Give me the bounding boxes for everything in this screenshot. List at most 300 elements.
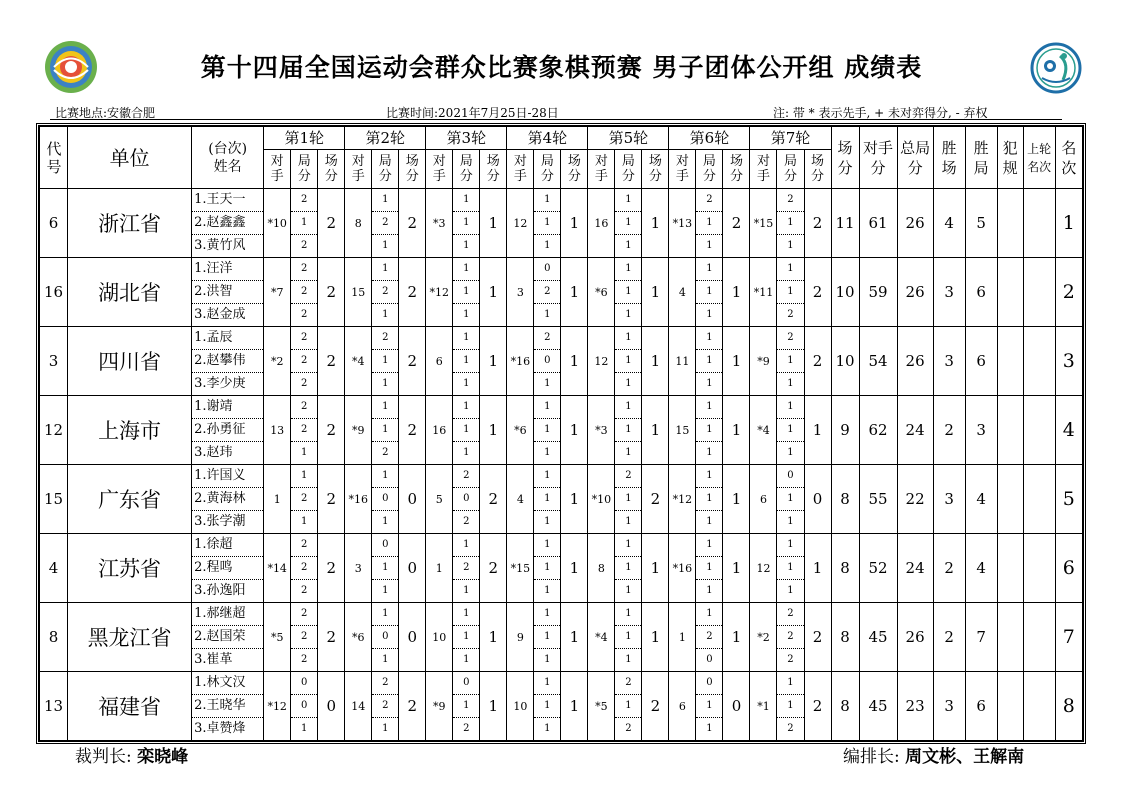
game-score: 1 (382, 516, 389, 527)
game-score: 1 (372, 350, 398, 373)
game-score: 1 (453, 603, 479, 626)
opponent-score: 45 (859, 603, 897, 672)
round-opponent: 15 (345, 258, 372, 327)
opponent-score: 59 (859, 258, 897, 327)
round-opponent: 5 (426, 465, 453, 534)
sub-games-header-text: 局分 (783, 154, 797, 184)
round-opponent: *9 (345, 396, 372, 465)
sub-games-header-text: 局分 (378, 154, 392, 184)
sub-match-header (804, 150, 831, 189)
game-score: 1 (534, 626, 560, 649)
round-game-scores (534, 258, 561, 327)
game-score: 2 (291, 281, 317, 304)
team-row (40, 672, 1083, 741)
round-game-scores (696, 603, 723, 672)
results-table-frame (36, 123, 1086, 744)
game-score: 1 (615, 350, 641, 373)
game-score: 1 (453, 189, 479, 212)
team-unit: 黑龙江省 (68, 603, 192, 672)
round-match-points: 1 (561, 465, 588, 534)
chief-name: 栾晓峰 (137, 747, 189, 767)
game-score: 1 (453, 327, 479, 350)
round-match-points: 1 (642, 534, 669, 603)
round-game-scores (696, 534, 723, 603)
game-score: 1 (696, 419, 722, 442)
game-score: 1 (625, 585, 632, 596)
game-score: 1 (453, 212, 479, 235)
round-match-points: 1 (561, 534, 588, 603)
round-game-scores (615, 396, 642, 465)
round-game-scores (696, 396, 723, 465)
wins-games: 3 (965, 396, 997, 465)
game-score: 2 (291, 258, 317, 281)
round-match-points: 1 (480, 189, 507, 258)
round-match-points: 1 (561, 189, 588, 258)
game-score: 2 (301, 309, 308, 320)
game-score: 2 (696, 189, 722, 212)
player-name: 3.崔革 (194, 652, 233, 667)
legend-note: 注: 带 * 表示先手, + 未对弈得分, - 弃权 (773, 106, 988, 120)
game-score: 1 (534, 419, 560, 442)
round-game-scores (615, 327, 642, 396)
player-name: 2.洪智 (192, 281, 263, 304)
game-score: 2 (372, 281, 398, 304)
team-row (40, 603, 1083, 672)
game-score: 1 (382, 585, 389, 596)
game-score: 1 (696, 534, 722, 557)
game-score: 1 (291, 212, 317, 235)
game-score: 1 (625, 378, 632, 389)
game-score: 1 (453, 396, 479, 419)
game-score: 0 (534, 258, 560, 281)
total-game-points: 22 (897, 465, 933, 534)
sub-opp-header (264, 150, 291, 189)
round-match-points: 1 (723, 603, 750, 672)
round-opponent: 3 (507, 258, 534, 327)
game-score: 1 (696, 396, 722, 419)
sub-match-header-text: 场分 (567, 154, 581, 184)
game-score: 1 (291, 465, 317, 488)
col-opp-score-header: 对手分 (859, 127, 897, 189)
game-score: 1 (625, 654, 632, 665)
player-name: 3.黄竹风 (194, 238, 246, 253)
total-match-points: 8 (831, 534, 859, 603)
sub-opp-header-text: 对手 (756, 154, 770, 184)
round-opponent: *16 (507, 327, 534, 396)
game-score: 1 (787, 378, 794, 389)
player-name: 1.王天一 (192, 189, 263, 212)
round-match-points: 2 (318, 189, 345, 258)
sub-games-header (453, 150, 480, 189)
fouls (997, 672, 1023, 741)
wins-games: 6 (965, 327, 997, 396)
total-game-points: 24 (897, 534, 933, 603)
wins-games: 4 (965, 534, 997, 603)
sub-games-header-text: 局分 (702, 154, 716, 184)
round-match-points: 2 (399, 189, 426, 258)
fouls (997, 327, 1023, 396)
player-name: 1.郝继超 (192, 603, 263, 626)
game-score: 1 (534, 396, 560, 419)
total-match-points: 10 (831, 327, 859, 396)
game-score: 1 (544, 240, 551, 251)
game-score: 1 (625, 516, 632, 527)
round-match-points: 0 (318, 672, 345, 741)
sub-match-header (723, 150, 750, 189)
opponent-score: 54 (859, 327, 897, 396)
team-row (40, 534, 1083, 603)
game-score: 2 (534, 281, 560, 304)
round-opponent: *11 (750, 258, 777, 327)
game-score: 2 (777, 626, 803, 649)
game-score: 2 (291, 189, 317, 212)
game-score: 1 (777, 281, 803, 304)
sub-games-header-text: 局分 (297, 154, 311, 184)
total-game-points: 26 (897, 258, 933, 327)
game-score: 2 (463, 723, 470, 734)
round-match-points: 2 (804, 258, 831, 327)
total-game-points: 26 (897, 189, 933, 258)
round-game-scores (696, 672, 723, 741)
final-rank: 1 (1055, 189, 1082, 258)
sub-match-header-text: 场分 (810, 154, 824, 184)
round-opponent: *4 (345, 327, 372, 396)
previous-rank (1023, 603, 1055, 672)
game-score: 1 (534, 557, 560, 580)
round-opponent: *10 (264, 189, 291, 258)
round-match-points: 0 (804, 465, 831, 534)
team-players (192, 327, 264, 396)
fouls (997, 396, 1023, 465)
round-opponent: *1 (750, 672, 777, 741)
player-name: 2.程鸣 (192, 557, 263, 580)
team-unit: 上海市 (68, 396, 192, 465)
round-opponent: 4 (507, 465, 534, 534)
round-match-points: 1 (723, 534, 750, 603)
round-game-scores (615, 465, 642, 534)
team-code: 12 (40, 396, 68, 465)
round-game-scores (696, 465, 723, 534)
round-opponent: *5 (588, 672, 615, 741)
round-match-points: 0 (399, 603, 426, 672)
round-header: 第1轮 (264, 127, 345, 150)
round-game-scores (453, 534, 480, 603)
col-code-header: 代号 (40, 127, 68, 189)
game-score: 1 (453, 350, 479, 373)
team-code: 15 (40, 465, 68, 534)
sub-opp-header-text: 对手 (351, 154, 365, 184)
round-match-points: 0 (723, 672, 750, 741)
game-score: 1 (382, 240, 389, 251)
round-match-points: 1 (804, 396, 831, 465)
round-match-points: 1 (561, 672, 588, 741)
sub-games-header-text: 局分 (621, 154, 635, 184)
game-score: 2 (787, 309, 794, 320)
game-score: 1 (787, 240, 794, 251)
team-unit: 江苏省 (68, 534, 192, 603)
round-game-scores (453, 189, 480, 258)
round-match-points: 1 (480, 327, 507, 396)
team-players (192, 672, 264, 741)
game-score: 0 (372, 534, 398, 557)
round-match-points: 2 (804, 189, 831, 258)
previous-rank (1023, 189, 1055, 258)
game-score: 1 (777, 350, 803, 373)
round-match-points: 1 (480, 258, 507, 327)
round-opponent: 1 (669, 603, 696, 672)
round-opponent: *14 (264, 534, 291, 603)
game-score: 1 (534, 212, 560, 235)
round-opponent: 3 (345, 534, 372, 603)
round-opponent: 6 (669, 672, 696, 741)
round-game-scores (291, 189, 318, 258)
game-score: 1 (706, 585, 713, 596)
round-opponent: *6 (507, 396, 534, 465)
round-match-points: 1 (480, 672, 507, 741)
player-name: 2.孙勇征 (192, 419, 263, 442)
scheduler-label: 编排长: (843, 747, 900, 767)
game-score: 0 (534, 350, 560, 373)
sub-match-header-text: 场分 (486, 154, 500, 184)
team-unit: 福建省 (68, 672, 192, 741)
game-score: 0 (777, 465, 803, 488)
round-match-points: 2 (318, 465, 345, 534)
game-score: 1 (696, 258, 722, 281)
sub-match-header-text: 场分 (729, 154, 743, 184)
round-game-scores (291, 396, 318, 465)
player-name: 3.张学潮 (194, 514, 246, 529)
results-body (40, 189, 1083, 741)
round-opponent: 8 (345, 189, 372, 258)
game-score: 2 (291, 626, 317, 649)
round-match-points: 0 (399, 534, 426, 603)
sub-opp-header-text: 对手 (270, 154, 284, 184)
round-game-scores (615, 672, 642, 741)
total-game-points: 23 (897, 672, 933, 741)
team-row (40, 465, 1083, 534)
round-match-points: 2 (804, 603, 831, 672)
round-opponent: *12 (264, 672, 291, 741)
total-match-points: 8 (831, 603, 859, 672)
sub-games-header (291, 150, 318, 189)
game-score: 1 (696, 212, 722, 235)
game-score: 2 (463, 516, 470, 527)
game-score: 1 (453, 534, 479, 557)
game-score: 1 (463, 447, 470, 458)
game-score: 1 (463, 240, 470, 251)
sub-opp-header (669, 150, 696, 189)
game-score: 1 (382, 654, 389, 665)
fouls (997, 258, 1023, 327)
team-players (192, 396, 264, 465)
game-score: 1 (534, 189, 560, 212)
game-score: 1 (372, 557, 398, 580)
wins-games: 6 (965, 672, 997, 741)
round-match-points: 2 (318, 327, 345, 396)
game-score: 1 (453, 258, 479, 281)
final-rank: 7 (1055, 603, 1082, 672)
sub-games-header-text: 局分 (459, 154, 473, 184)
wins-matches: 3 (933, 672, 965, 741)
round-opponent: *3 (588, 396, 615, 465)
round-match-points: 1 (642, 327, 669, 396)
game-score: 2 (301, 654, 308, 665)
game-score: 1 (372, 603, 398, 626)
game-score: 1 (615, 419, 641, 442)
final-rank: 2 (1055, 258, 1082, 327)
game-score: 1 (382, 723, 389, 734)
sub-match-header (318, 150, 345, 189)
name-label: 姓名 (213, 158, 242, 175)
game-score: 2 (625, 723, 632, 734)
round-game-scores (534, 672, 561, 741)
player-name: 2.赵国荣 (192, 626, 263, 649)
game-score: 1 (696, 465, 722, 488)
previous-rank (1023, 534, 1055, 603)
game-score: 1 (534, 603, 560, 626)
game-score: 2 (777, 189, 803, 212)
col-total-match-header: 场分 (831, 127, 859, 189)
round-opponent: *12 (426, 258, 453, 327)
round-game-scores (534, 465, 561, 534)
game-score: 2 (291, 396, 317, 419)
total-match-points: 11 (831, 189, 859, 258)
team-unit: 广东省 (68, 465, 192, 534)
round-opponent: *16 (669, 534, 696, 603)
game-score: 0 (453, 488, 479, 511)
game-score: 1 (534, 488, 560, 511)
game-score: 1 (544, 585, 551, 596)
round-opponent: *15 (750, 189, 777, 258)
round-match-points: 1 (561, 603, 588, 672)
final-rank: 4 (1055, 396, 1082, 465)
round-game-scores (372, 396, 399, 465)
game-score: 1 (615, 189, 641, 212)
round-game-scores (777, 327, 804, 396)
round-game-scores (291, 465, 318, 534)
round-opponent: 6 (426, 327, 453, 396)
round-opponent: 10 (507, 672, 534, 741)
game-score: 2 (291, 350, 317, 373)
game-score: 1 (696, 281, 722, 304)
round-game-scores (615, 534, 642, 603)
round-match-points: 2 (399, 672, 426, 741)
round-game-scores (777, 465, 804, 534)
round-match-points: 1 (723, 396, 750, 465)
previous-rank (1023, 258, 1055, 327)
game-score: 1 (696, 350, 722, 373)
game-score: 1 (706, 309, 713, 320)
game-score: 1 (534, 672, 560, 695)
round-opponent: 4 (669, 258, 696, 327)
round-game-scores (453, 396, 480, 465)
game-score: 1 (372, 419, 398, 442)
previous-rank (1023, 327, 1055, 396)
game-score: 1 (706, 723, 713, 734)
game-score: 1 (544, 654, 551, 665)
wins-matches: 3 (933, 465, 965, 534)
round-match-points: 2 (642, 672, 669, 741)
game-score: 1 (777, 212, 803, 235)
sub-opp-header (507, 150, 534, 189)
fouls (997, 534, 1023, 603)
round-game-scores (696, 189, 723, 258)
round-match-points: 1 (642, 396, 669, 465)
game-score: 1 (615, 327, 641, 350)
round-opponent: 12 (507, 189, 534, 258)
game-score: 2 (777, 603, 803, 626)
round-match-points: 1 (480, 396, 507, 465)
team-row (40, 258, 1083, 327)
round-opponent: 16 (588, 189, 615, 258)
wins-matches: 3 (933, 258, 965, 327)
game-score: 2 (453, 557, 479, 580)
wins-games: 4 (965, 465, 997, 534)
wins-matches: 2 (933, 603, 965, 672)
total-match-points: 9 (831, 396, 859, 465)
game-score: 0 (372, 488, 398, 511)
round-game-scores (696, 327, 723, 396)
game-score: 1 (777, 534, 803, 557)
game-score: 1 (463, 378, 470, 389)
round-match-points: 1 (642, 603, 669, 672)
game-score: 2 (301, 585, 308, 596)
game-score: 1 (696, 603, 722, 626)
sub-opp-header-text: 对手 (432, 154, 446, 184)
game-score: 2 (615, 465, 641, 488)
game-score: 1 (534, 695, 560, 718)
col-win-matches-header: 胜场 (933, 127, 965, 189)
game-score: 2 (696, 626, 722, 649)
round-opponent: 9 (507, 603, 534, 672)
round-match-points: 1 (561, 327, 588, 396)
game-score: 2 (787, 654, 794, 665)
round-match-points: 2 (399, 396, 426, 465)
round-opponent: *5 (264, 603, 291, 672)
round-opponent: *12 (669, 465, 696, 534)
game-score: 1 (777, 419, 803, 442)
col-rank-header: 名次 (1055, 127, 1082, 189)
game-score: 1 (615, 695, 641, 718)
game-score: 1 (625, 309, 632, 320)
game-score: 2 (453, 465, 479, 488)
round-game-scores (615, 258, 642, 327)
game-score: 1 (534, 534, 560, 557)
game-score: 2 (372, 327, 398, 350)
team-row (40, 189, 1083, 258)
fouls (997, 189, 1023, 258)
chief-label: 裁判长: (75, 747, 132, 767)
team-players (192, 189, 264, 258)
round-match-points: 2 (480, 534, 507, 603)
game-score: 2 (372, 695, 398, 718)
round-match-points: 2 (318, 396, 345, 465)
wins-games: 7 (965, 603, 997, 672)
round-match-points: 1 (804, 534, 831, 603)
sub-match-header-text: 场分 (405, 154, 419, 184)
team-code: 16 (40, 258, 68, 327)
game-score: 2 (777, 327, 803, 350)
round-game-scores (777, 258, 804, 327)
game-score: 1 (777, 258, 803, 281)
round-header: 第6轮 (669, 127, 750, 150)
opponent-score: 55 (859, 465, 897, 534)
round-match-points: 2 (318, 258, 345, 327)
game-score: 1 (301, 723, 308, 734)
round-opponent: 15 (669, 396, 696, 465)
game-score: 0 (706, 654, 713, 665)
round-game-scores (291, 327, 318, 396)
